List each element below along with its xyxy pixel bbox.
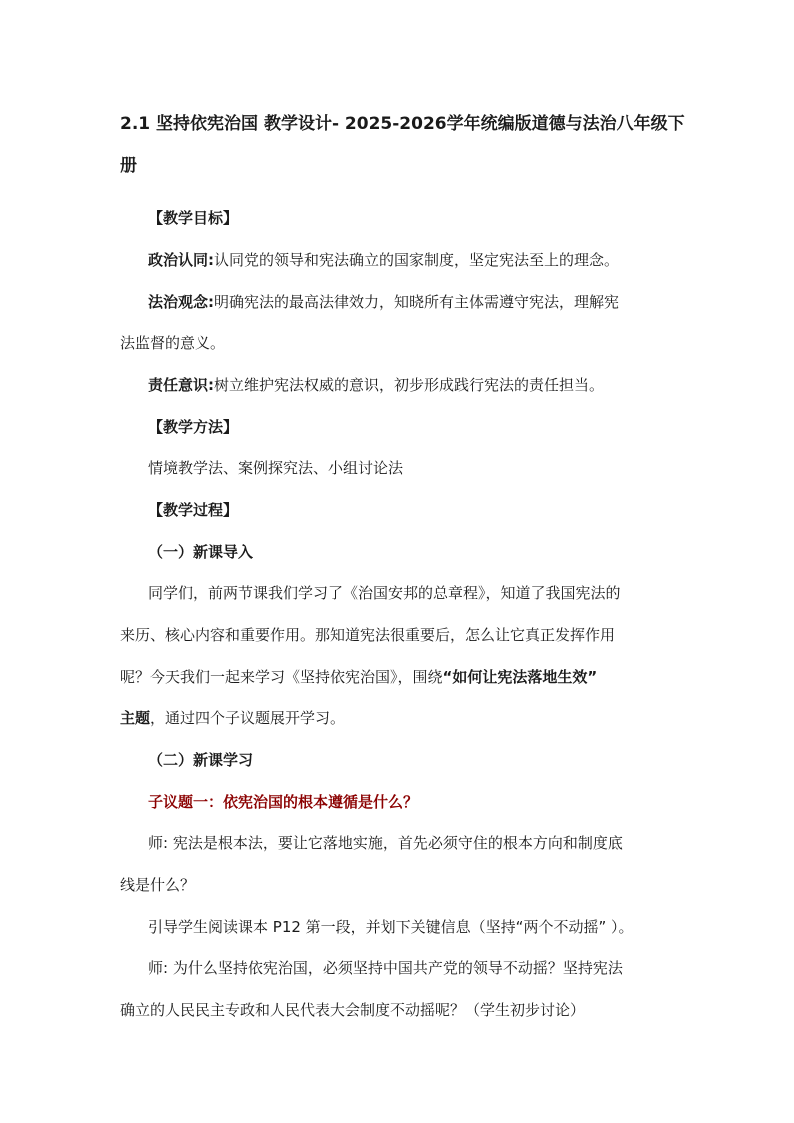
step2-heading: （二）新课学习	[148, 751, 254, 769]
intro-line	[120, 708, 720, 728]
intro-line: 来历、核心内容和重要作用。那知道宪法很重要后，怎么让它真正发挥作用	[120, 626, 616, 644]
subtopic1-heading: 子议题一：依宪治国的根本遵循是什么？	[148, 793, 419, 811]
method-text: 情境教学法、案例探究法、小组讨论法	[148, 459, 404, 477]
intro-line: 同学们，前两节课我们学习了《治国安邦的总章程》，知道了我国宪法的	[148, 584, 621, 602]
guide-line: 引导学生阅读课本 P12 第一段，并划下关键信息（坚持“两个不动摇” ）。	[148, 918, 634, 936]
goal-text: 明确宪法的最高法律效力，知晓所有主体需遵守宪法，理解宪	[214, 293, 620, 311]
process-heading: 【教学过程】	[148, 501, 239, 519]
teacher-line-cont: 确立的人民民主专政和人民代表大会制度不动摇呢？（学生初步讨论）	[120, 1001, 586, 1019]
step1-heading: （一）新课导入	[148, 543, 254, 561]
goal-responsibility	[148, 375, 748, 395]
goal-text: 认同党的领导和宪法确立的国家制度，坚定宪法至上的理念。	[214, 251, 620, 269]
teacher-line: 师: 为什么坚持依宪治国，必须坚持中国共产党的领导不动摇？坚持宪法	[148, 959, 623, 977]
goal-legal	[148, 292, 748, 312]
intro-emphasis: “如何让宪法落地生效”	[442, 668, 598, 686]
intro-text: 呢？今天我们一起来学习《坚持依宪治国》，围绕	[120, 668, 443, 686]
goal-label: 法治观念:	[148, 293, 214, 311]
goal-political	[148, 250, 748, 270]
method-heading: 【教学方法】	[148, 418, 239, 436]
goal-label: 责任意识:	[148, 376, 214, 394]
teacher-line: 师: 宪法是根本法，要让它落地实施，首先必须守住的根本方向和制度底	[148, 834, 623, 852]
goal-legal-cont: 法监督的意义。	[120, 334, 226, 352]
goal-label: 政治认同:	[148, 251, 214, 269]
goals-heading: 【教学目标】	[148, 209, 239, 227]
goal-text: 树立维护宪法权威的意识，初步形成践行宪法的责任担当。	[214, 376, 605, 394]
intro-emphasis: 主题	[120, 709, 151, 727]
intro-text: ，通过四个子议题展开学习。	[150, 709, 346, 727]
teacher-line-cont: 线是什么？	[120, 876, 196, 894]
intro-line	[120, 667, 720, 687]
document-title: 2.1 坚持依宪治国 教学设计- 2025-2026学年统编版道德与法治八年级下册	[120, 114, 685, 176]
